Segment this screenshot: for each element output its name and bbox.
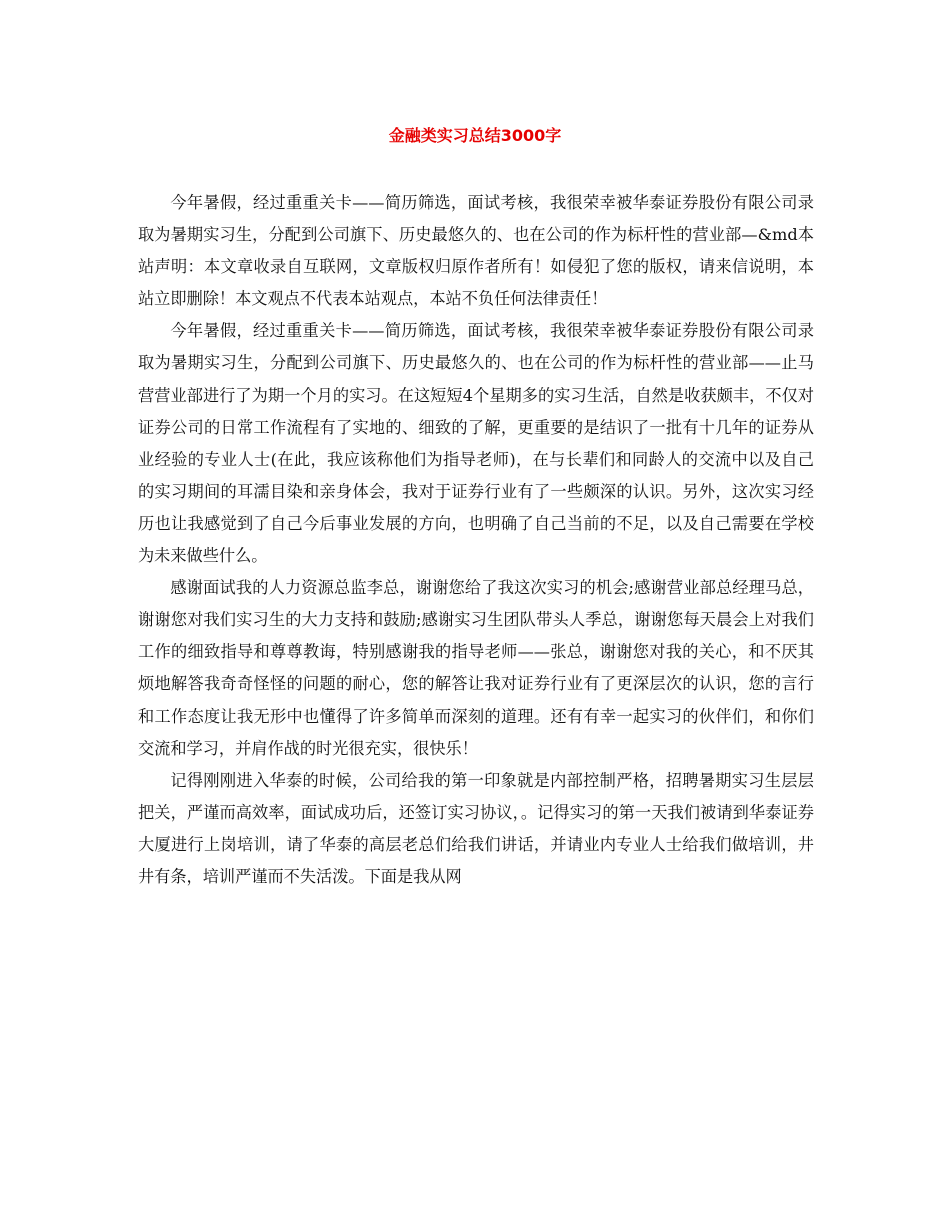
paragraph-4: 记得刚刚进入华泰的时候，公司给我的第一印象就是内部控制严格，招聘暑期实习生层层把关，严谨而高效率，面试成功后，还签订实习协议，。记得实习的第一天我们被请到华泰证券大厦进行上岗培训，请了华泰的高层老总们给我们讲话，并请业内专业人士给我们做培训，井井有条，培训严谨而不失活泼。下面是我从网 [138,770,814,886]
document-body [138,187,814,893]
paragraph-1: 今年暑假，经过重重关卡——简历筛选，面试考核，我很荣幸被华泰证券股份有限公司录取为暑期实习生，分配到公司旗下、历史最悠久的、也在公司的作为标杆性的营业部—&md本站声明：本文章收录自互联网，文章版权归原作者所有！如侵犯了您的版权，请来信说明，本站立即删除！本文观点不代表本站观点，本站不负任何法律责任！ [138,193,814,309]
paragraph-2: 今年暑假，经过重重关卡——简历筛选，面试考核，我很荣幸被华泰证券股份有限公司录取为暑期实习生，分配到公司旗下、历史最悠久的、也在公司的作为标杆性的营业部——止马营营业部进行了为期一个月的实习。在这短短4个星期多的实习生活，自然是收获颇丰，不仅对证券公司的日常工作流程有了实地的、细致的了解，更重要的是结识了一批有十几年的证券从业经验的专业人士(在此，我应该称他们为指导老师)，在与长辈们和同龄人的交流中以及自己的实习期间的耳濡目染和亲身体会，我对于证券行业有了一些颇深的认识。另外，这次实习经历也让我感觉到了自己今后事业发展的方向，也明确了自己当前的不足，以及自己需要在学校为未来做些什么。 [138,321,814,566]
document-title: 金融类实习总结3000字 [388,126,562,145]
paragraph-3: 感谢面试我的人力资源总监李总，谢谢您给了我这次实习的机会;感谢营业部总经理马总，谢谢您对我们实习生的大力支持和鼓励;感谢实习生团队带头人季总，谢谢您每天晨会上对我们工作的细致指导和尊尊教诲，特别感谢我的指导老师——张总，谢谢您对我的关心，和不厌其烦地解答我奇奇怪怪的问题的耐心，您的解答让我对证券行业有了更深层次的认识，您的言行和工作态度让我无形中也懂得了许多简单而深刻的道理。还有有幸一起实习的伙伴们，和你们交流和学习，并肩作战的时光很充实，很快乐！ [138,578,814,758]
